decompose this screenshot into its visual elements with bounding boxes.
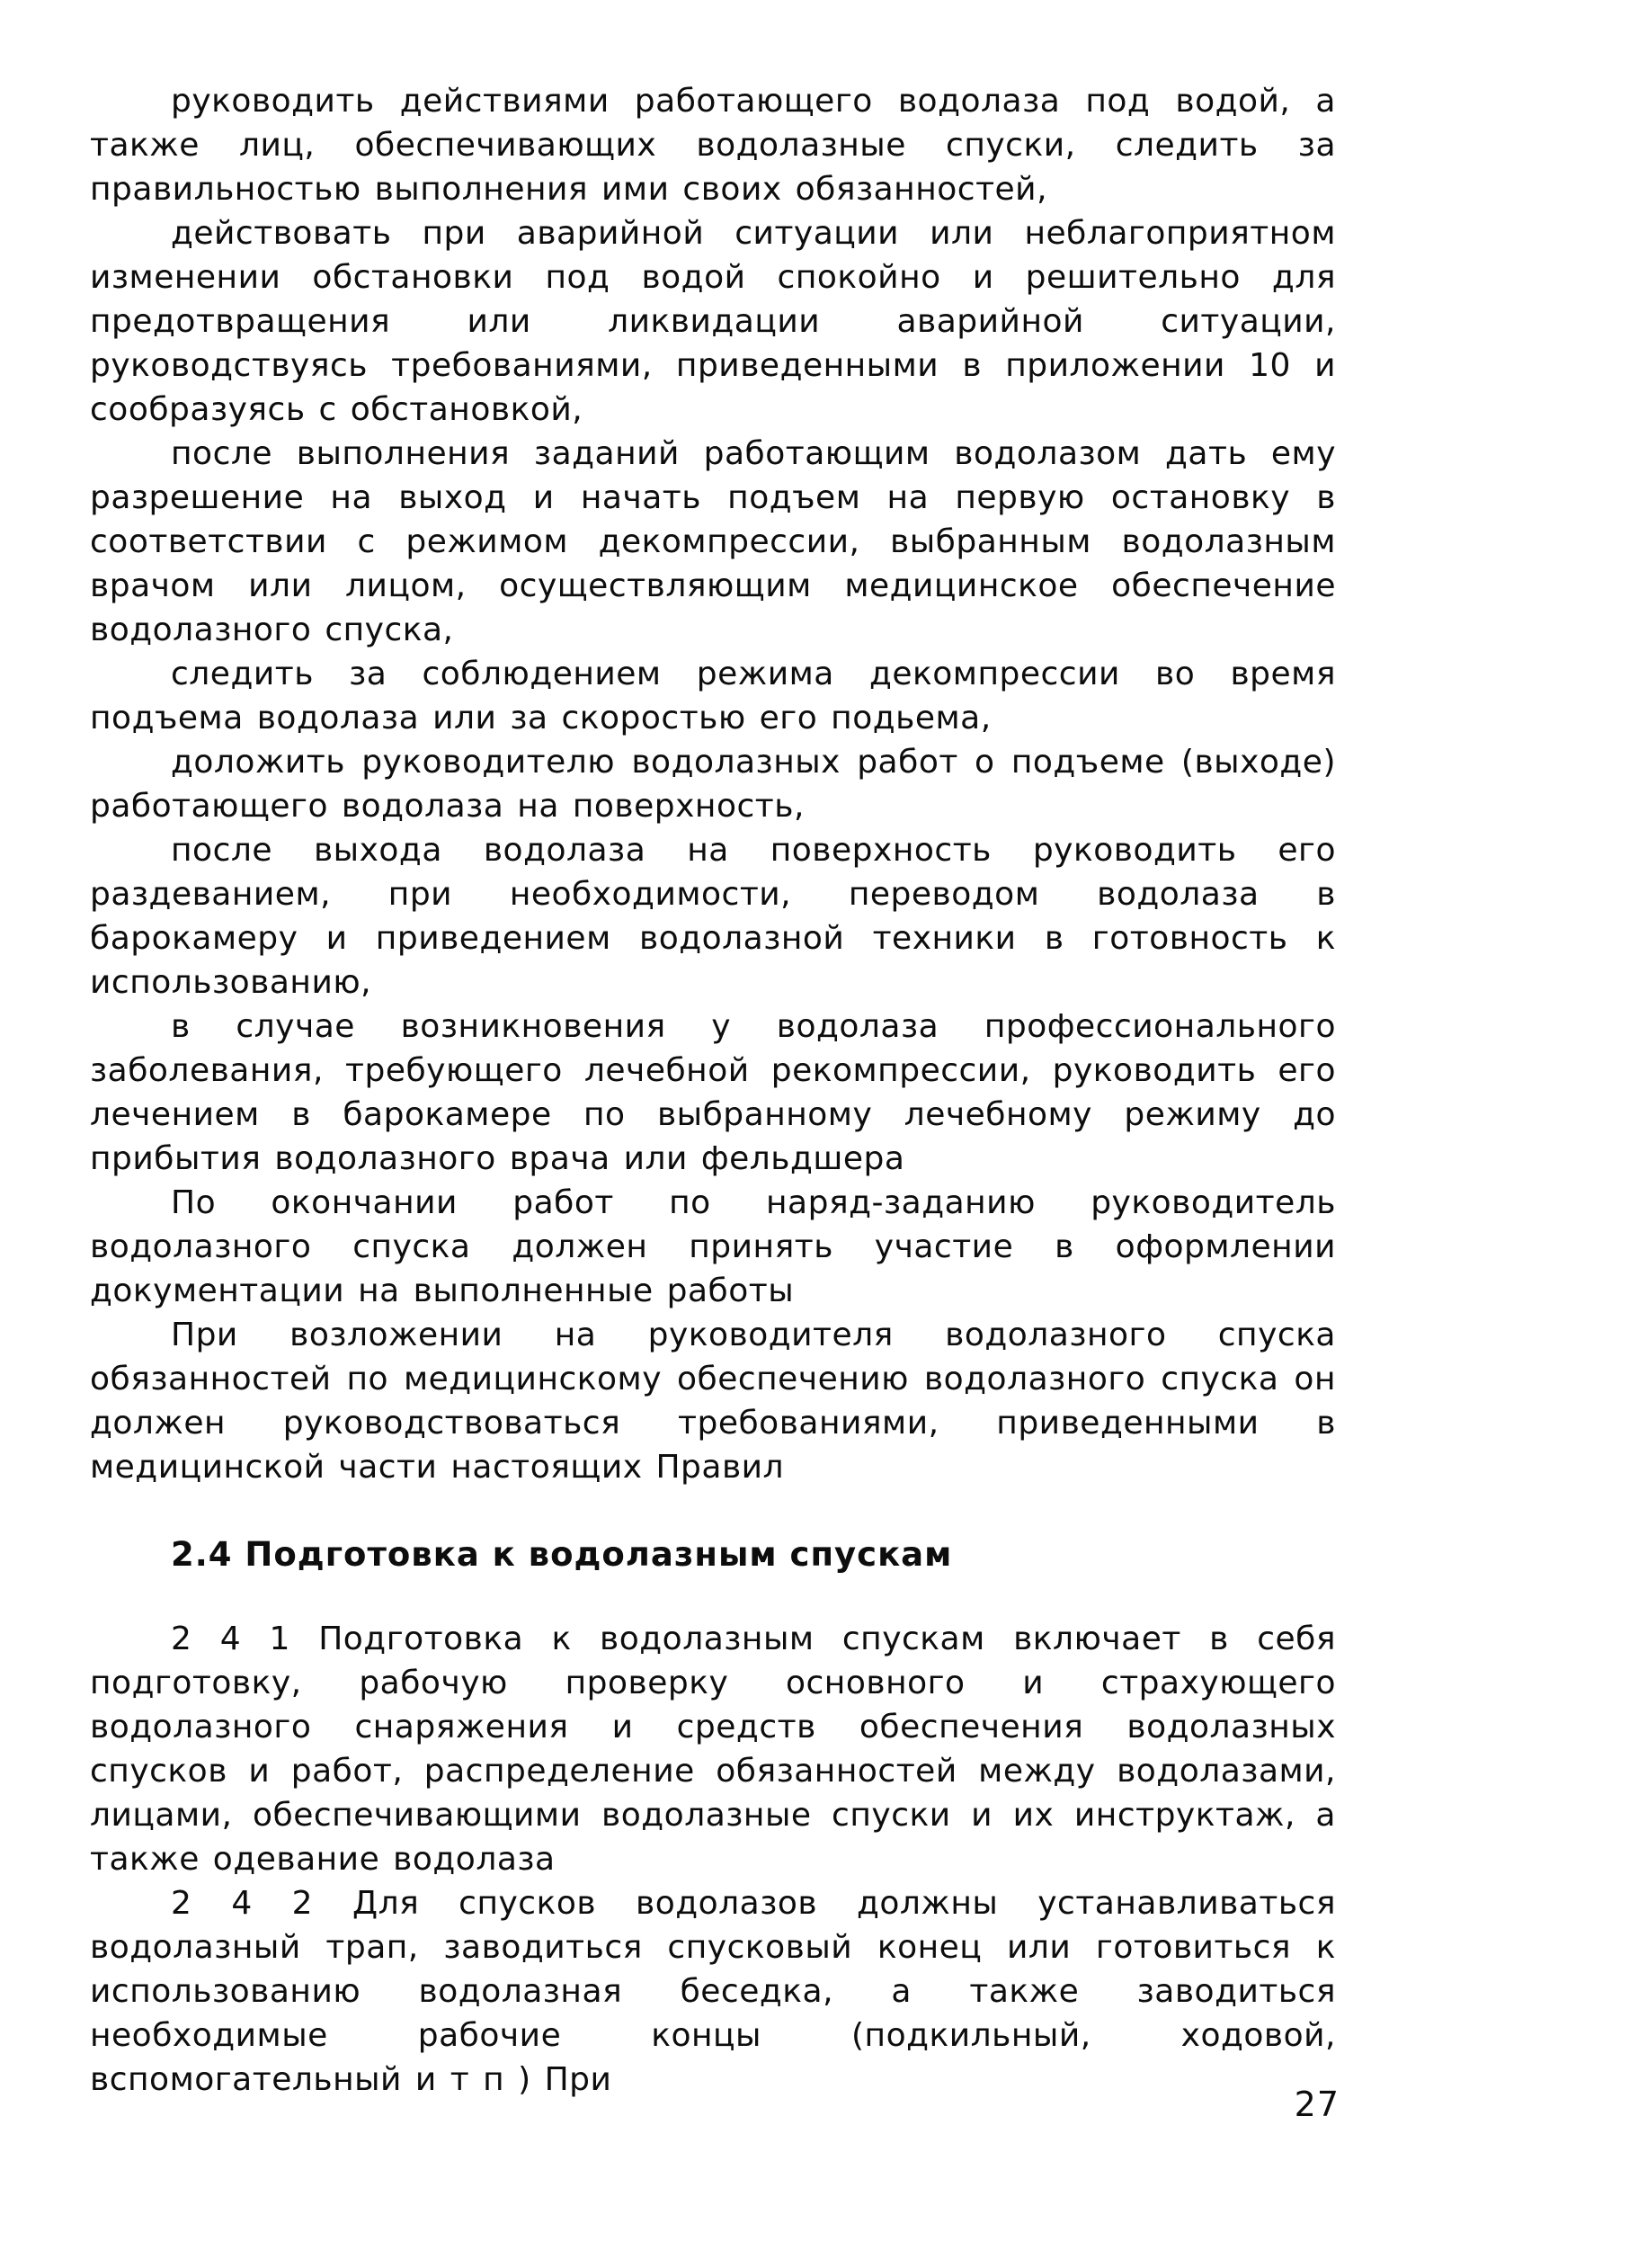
- paragraph-2: действовать при аварийной ситуации или неблагоприятном изменении обстановки под водой спокойно и решительно для предотвращения или ликвидации аварийной ситуации, руководствуясь требованиями, приведенными в приложении 10 и сообразуясь с обстановкой,: [90, 215, 1336, 428]
- paragraph-4: следить за соблюдением режима декомпрессии во время подъема водолаза или за скоростью его подьема,: [90, 656, 1336, 737]
- paragraph-7: в случае возникновения у водолаза профессионального заболевания, требующего лечебной рекомпрессии, руководить его лечением в барокамере по выбранному лечебному режиму до прибытия водолазного врача или фельдшера: [90, 1008, 1336, 1177]
- paragraph-2-4-2: 2 4 2 Для спусков водолазов должны устанавливаться водолазный трап, заводиться спусковый конец или готовиться к использованию водолазная беседка, а также заводиться необходимые рабочие концы (подкильный, ходовой, вспомогательный и т п ) При: [90, 1885, 1336, 2098]
- paragraph-9: При возложении на руководителя водолазного спуска обязанностей по медицинскому обеспечению водолазного спуска он должен руководствоваться требованиями, приведенными в медицинской части настоящих Правил: [90, 1317, 1336, 1486]
- section-heading: 2.4 Подготовка к водолазным спускам: [171, 1535, 953, 1574]
- page-number: 27: [1294, 2085, 1340, 2124]
- page-body: [90, 79, 1336, 2102]
- paragraph-1: руководить действиями работающего водолаза под водой, а также лиц, обеспечивающих водолазные спуски, следить за правильностью выполнения ими своих обязанностей,: [90, 83, 1336, 208]
- paragraph-5: доложить руководителю водолазных работ о подъеме (выходе) работающего водолаза на поверхность,: [90, 744, 1336, 825]
- paragraph-3: после выполнения заданий работающим водолазом дать ему разрешение на выход и начать подъем на первую остановку в соответствии с режимом декомпрессии, выбранным водолазным врачом или лицом, осуществляющим медицинское обеспечение водолазного спуска,: [90, 435, 1336, 648]
- paragraph-8: По окончании работ по наряд-заданию руководитель водолазного спуска должен принять участие в оформлении документации на выполненные работы: [90, 1184, 1336, 1309]
- paragraph-6: после выхода водолаза на поверхность руководить его раздеванием, при необходимости, переводом водолаза в барокамеру и приведением водолазной техники в готовность к использованию,: [90, 832, 1336, 1001]
- paragraph-2-4-1: 2 4 1 Подготовка к водолазным спускам включает в себя подготовку, рабочую проверку основного и страхующего водолазного снаряжения и средств обеспечения водолазных спусков и работ, распределение обязанностей между водолазами, лицами, обеспечивающими водолазные спуски и их инструктаж, а также одевание водолаза: [90, 1621, 1336, 1878]
